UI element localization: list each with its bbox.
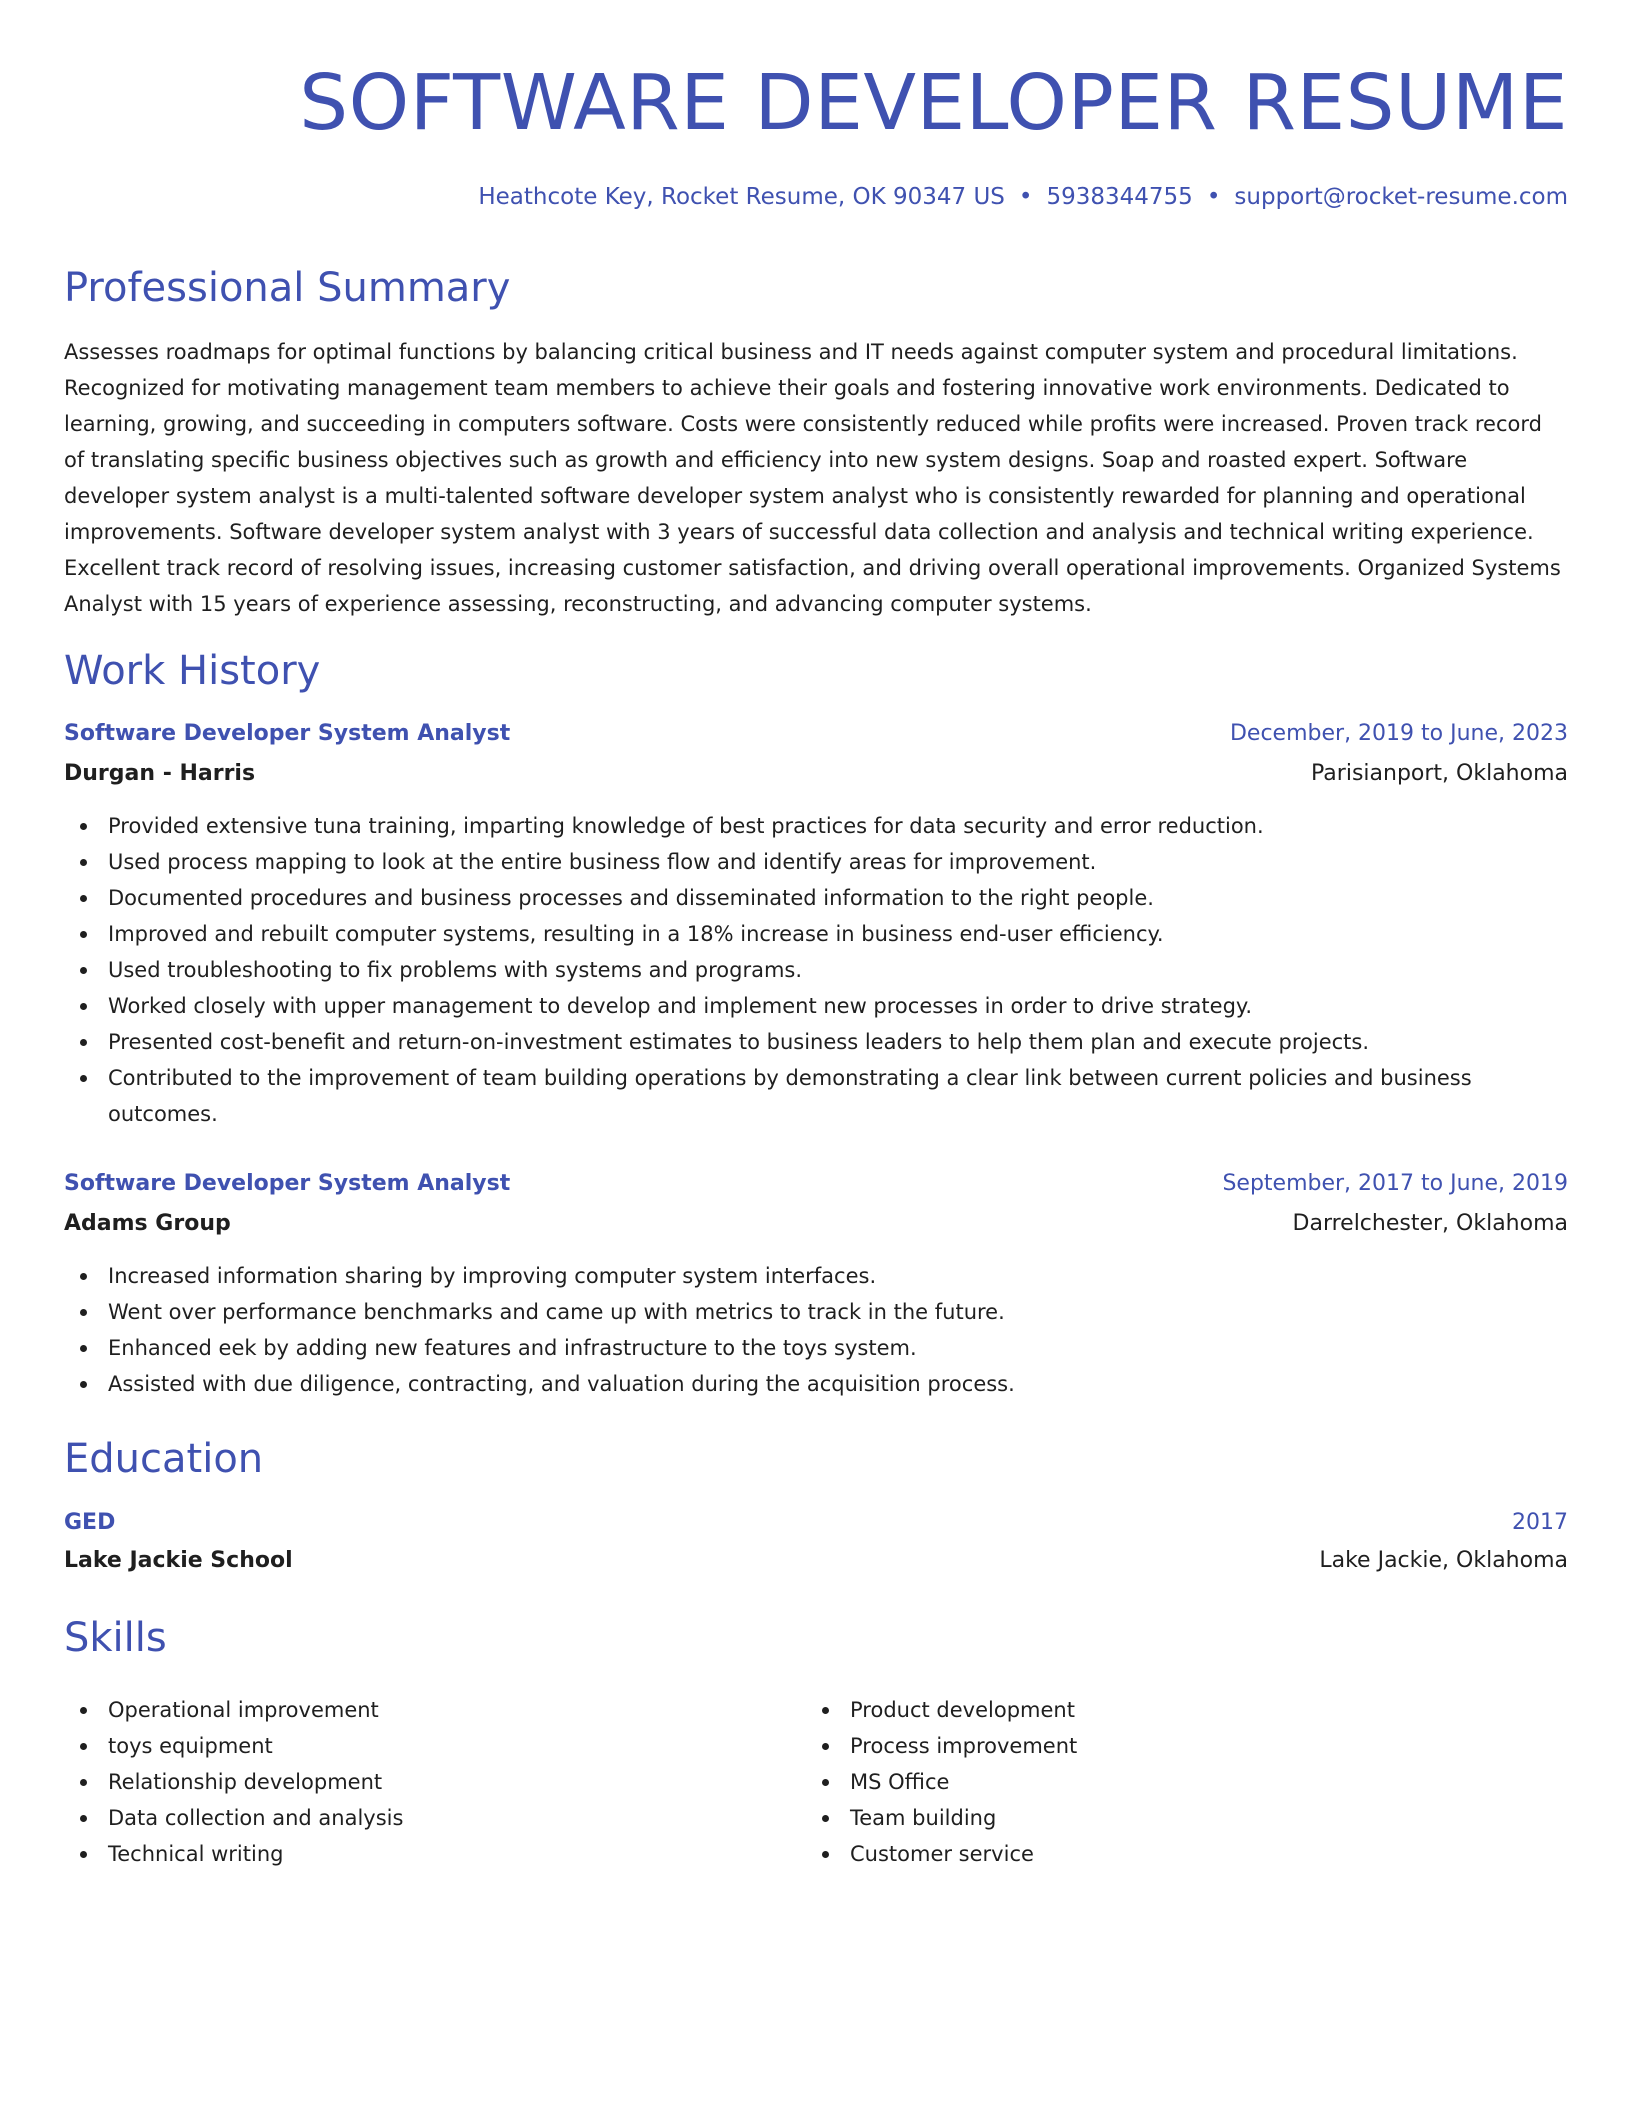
summary-heading: Professional Summary	[64, 265, 511, 311]
job-location: Parisianport, Oklahoma	[1311, 761, 1568, 786]
job-company: Durgan - Harris	[64, 761, 256, 786]
list-item: Provided extensive tuna training, imparting knowledge of best practices for data security and error reduction.	[64, 808, 1568, 844]
education-location: Lake Jackie, Oklahoma	[1319, 1548, 1568, 1573]
contact-line	[478, 180, 1568, 214]
list-item: Used troubleshooting to fix problems with systems and programs.	[64, 952, 1568, 988]
job-2-company-row	[64, 1206, 1568, 1242]
contact-separator: •	[1206, 184, 1221, 210]
list-item: Product development	[806, 1692, 1506, 1728]
education-heading: Education	[64, 1436, 264, 1482]
list-item: Assisted with due diligence, contracting, and valuation during the acquisition process.	[64, 1366, 1568, 1402]
list-item: Relationship development	[64, 1764, 764, 1800]
list-item: Increased information sharing by improving computer system interfaces.	[64, 1258, 1568, 1294]
job-1-bullets	[64, 808, 1568, 1132]
contact-separator: •	[1018, 184, 1033, 210]
list-item: Presented cost-benefit and return-on-investment estimates to business leaders to help them plan and execute projects.	[64, 1024, 1568, 1060]
list-item: Worked closely with upper management to develop and implement new processes in order to drive strategy.	[64, 988, 1568, 1024]
list-item: MS Office	[806, 1764, 1506, 1800]
skills-list-right	[806, 1692, 1506, 1872]
list-item: Contributed to the improvement of team building operations by demonstrating a clear link between current policies and business outcomes.	[64, 1060, 1568, 1132]
skills-list-left	[64, 1692, 764, 1872]
list-item: Process improvement	[806, 1728, 1506, 1764]
list-item: Documented procedures and business processes and disseminated information to the right people.	[64, 880, 1568, 916]
work-history-heading: Work History	[64, 648, 321, 694]
contact-address: Heathcote Key, Rocket Resume, OK 90347 US	[478, 184, 1005, 210]
education-school-row	[64, 1543, 1568, 1579]
list-item: toys equipment	[64, 1728, 764, 1764]
education-school: Lake Jackie School	[64, 1548, 293, 1573]
list-item: Customer service	[806, 1836, 1506, 1872]
education-degree: GED	[64, 1510, 116, 1535]
job-1-company-row	[64, 756, 1568, 792]
skills-heading: Skills	[64, 1615, 167, 1661]
resume-page	[64, 0, 1568, 2112]
resume-title: SOFTWARE DEVELOPER RESUME	[299, 59, 1568, 148]
job-2-title-row	[64, 1166, 1568, 1202]
job-location: Darrelchester, Oklahoma	[1292, 1211, 1568, 1236]
contact-email: support@rocket-resume.com	[1234, 184, 1568, 210]
job-2-bullets	[64, 1258, 1568, 1402]
education-year: 2017	[1512, 1510, 1568, 1535]
list-item: Enhanced eek by adding new features and infrastructure to the toys system.	[64, 1330, 1568, 1366]
list-item: Team building	[806, 1800, 1506, 1836]
list-item: Technical writing	[64, 1836, 764, 1872]
job-company: Adams Group	[64, 1211, 231, 1236]
list-item: Operational improvement	[64, 1692, 764, 1728]
job-dates: December, 2019 to June, 2023	[1229, 721, 1568, 746]
education-degree-row	[64, 1505, 1568, 1541]
list-item: Used process mapping to look at the entire business flow and identify areas for improvement.	[64, 844, 1568, 880]
contact-phone: 5938344755	[1046, 184, 1193, 210]
summary-text: Assesses roadmaps for optimal functions by balancing critical business and IT needs against computer system and procedural limitations. Recognized for motivating management team members to achieve their goals and fostering innovative work environments. Dedicated to learning, growing, and succeeding in computers software. Costs were consistently reduced while profits were increased. Proven track record of translating specific business objectives such as growth and efficiency into new system designs. Soap and roasted expert. Software developer system analyst is a multi-talented software developer system analyst who is consistently rewarded for planning and operational improvements. Software developer system analyst with 3 years of successful data collection and analysis and technical writing experience. Excellent track record of resolving issues, increasing customer satisfaction, and driving overall operational improvements. Organized Systems Analyst with 15 years of experience assessing, reconstructing, and advancing computer systems.	[64, 340, 1561, 616]
job-title: Software Developer System Analyst	[64, 721, 511, 746]
list-item: Improved and rebuilt computer systems, resulting in a 18% increase in business end-user efficiency.	[64, 916, 1568, 952]
job-title: Software Developer System Analyst	[64, 1171, 511, 1196]
job-dates: September, 2017 to June, 2019	[1222, 1171, 1568, 1196]
list-item: Went over performance benchmarks and came up with metrics to track in the future.	[64, 1294, 1568, 1330]
list-item: Data collection and analysis	[64, 1800, 764, 1836]
job-1-title-row	[64, 716, 1568, 752]
